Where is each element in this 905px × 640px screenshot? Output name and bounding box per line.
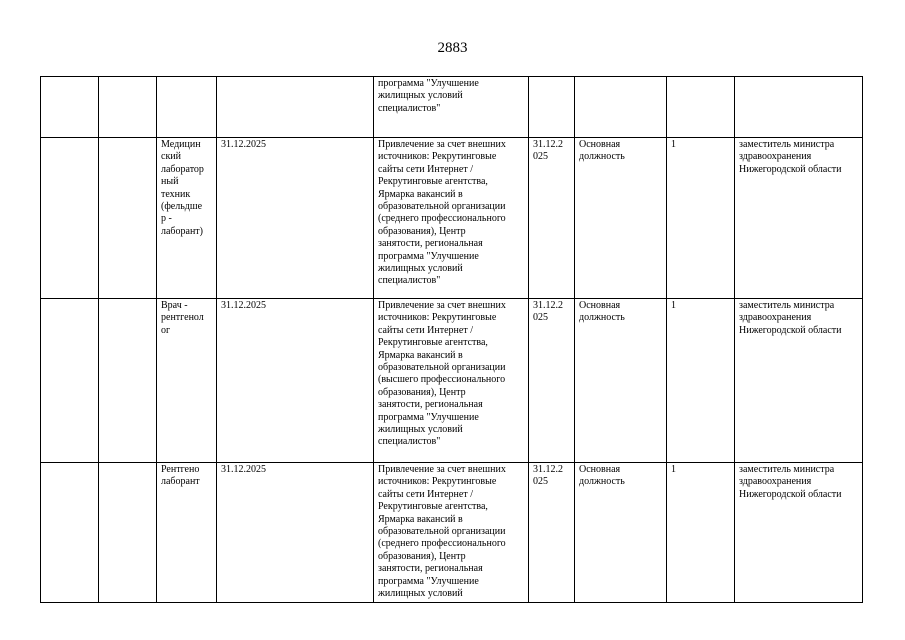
measures-text: программа "Улучшение жилищных условий специалистов" bbox=[378, 78, 479, 114]
measures-cell bbox=[374, 138, 529, 299]
position-text: Рентгено лаборант bbox=[161, 464, 200, 488]
date-cell bbox=[217, 77, 374, 138]
table-row bbox=[41, 463, 863, 603]
responsible-text: заместитель министра здравоохранения Нижегородской области bbox=[739, 300, 842, 336]
deadline-cell bbox=[529, 299, 575, 463]
empty-cell-col1 bbox=[41, 77, 99, 138]
empty-cell-col1 bbox=[41, 299, 99, 463]
responsible-cell bbox=[735, 77, 863, 138]
responsible-cell bbox=[735, 463, 863, 603]
deadline-cell bbox=[529, 138, 575, 299]
count-cell bbox=[667, 138, 735, 299]
measures-cell bbox=[374, 77, 529, 138]
position-cell bbox=[157, 463, 217, 603]
empty-cell-col2 bbox=[99, 463, 157, 603]
deadline-cell bbox=[529, 77, 575, 138]
type-text: Основная должность bbox=[579, 464, 625, 488]
type-cell bbox=[575, 138, 667, 299]
position-cell bbox=[157, 77, 217, 138]
type-cell bbox=[575, 463, 667, 603]
position-cell bbox=[157, 138, 217, 299]
empty-cell-col2 bbox=[99, 77, 157, 138]
empty-cell-col2 bbox=[99, 299, 157, 463]
count-text: 1 bbox=[671, 300, 676, 311]
responsible-text: заместитель министра здравоохранения Нижегородской области bbox=[739, 139, 842, 175]
date-cell bbox=[217, 463, 374, 603]
position-text: Врач - рентгенол ог bbox=[161, 300, 204, 336]
date-text: 31.12.2025 bbox=[221, 300, 266, 311]
date-text: 31.12.2025 bbox=[221, 464, 266, 475]
position-text: Медицин ский лаборатор ный техник (фельдше р - лаборант) bbox=[161, 139, 204, 237]
deadline-cell bbox=[529, 463, 575, 603]
measures-cell bbox=[374, 463, 529, 603]
type-cell bbox=[575, 299, 667, 463]
responsible-text: заместитель министра здравоохранения Нижегородской области bbox=[739, 464, 842, 500]
count-cell bbox=[667, 77, 735, 138]
empty-cell-col1 bbox=[41, 463, 99, 603]
measures-text: Привлечение за счет внешних источников: Рекрутинговые сайты сети Интернет / Рекрутинговые агентства, Ярмарка вакансий в образовательной организации (высшего профессионального образования), Центр занятости, региональная программа "Улучшение жилищных условий специалистов" bbox=[378, 300, 506, 448]
type-text: Основная должность bbox=[579, 139, 625, 163]
position-cell bbox=[157, 299, 217, 463]
table-row bbox=[41, 77, 863, 138]
table-row bbox=[41, 299, 863, 463]
page-number: 2883 bbox=[437, 40, 468, 56]
count-text: 1 bbox=[671, 464, 676, 475]
responsible-cell bbox=[735, 138, 863, 299]
count-cell bbox=[667, 299, 735, 463]
date-text: 31.12.2025 bbox=[221, 139, 266, 150]
date-cell bbox=[217, 299, 374, 463]
deadline-text: 31.12.2 025 bbox=[533, 300, 563, 324]
table-row bbox=[41, 138, 863, 299]
type-text: Основная должность bbox=[579, 300, 625, 324]
document-table bbox=[40, 76, 863, 603]
empty-cell-col1 bbox=[41, 138, 99, 299]
measures-text: Привлечение за счет внешних источников: Рекрутинговые сайты сети Интернет / Рекрутинговые агентства, Ярмарка вакансий в образовательной организации (среднего профессионального образования), Центр занятости, региональная программа "Улучшение жилищных условий специалистов" bbox=[378, 139, 506, 287]
count-text: 1 bbox=[671, 139, 676, 150]
deadline-text: 31.12.2 025 bbox=[533, 139, 563, 163]
date-cell bbox=[217, 138, 374, 299]
count-cell bbox=[667, 463, 735, 603]
measures-cell bbox=[374, 299, 529, 463]
deadline-text: 31.12.2 025 bbox=[533, 464, 563, 488]
empty-cell-col2 bbox=[99, 138, 157, 299]
responsible-cell bbox=[735, 299, 863, 463]
measures-text: Привлечение за счет внешних источников: Рекрутинговые сайты сети Интернет / Рекрутинговые агентства, Ярмарка вакансий в образовательной организации (среднего профессионального образования), Центр занятости, региональная программа "Улучшение жилищных условий bbox=[378, 464, 506, 600]
type-cell bbox=[575, 77, 667, 138]
